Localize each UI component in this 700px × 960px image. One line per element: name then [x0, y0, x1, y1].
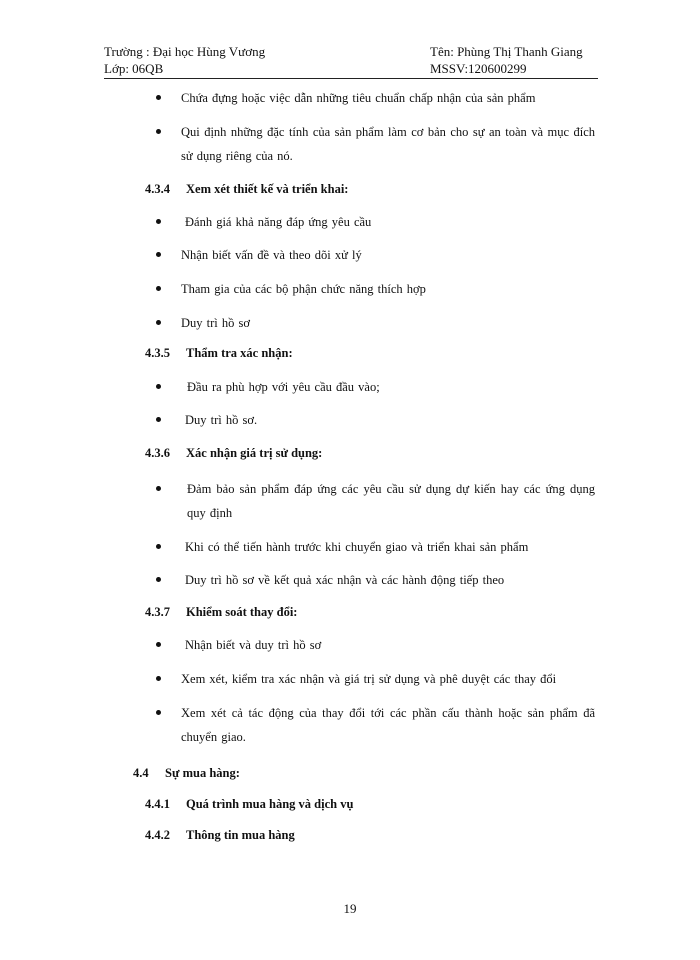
section-title: Thông tin mua hàng	[186, 828, 295, 842]
list-item-text: Đầu ra phù hợp với yêu cầu đầu vào;	[187, 380, 380, 394]
bullet-icon	[156, 320, 161, 325]
section-title: Khiểm soát thay đổi:	[186, 605, 298, 619]
section-number: 4.3.4	[145, 182, 170, 196]
section-number: 4.4	[133, 766, 149, 780]
list-item-text: Đảm bảo sản phẩm đáp ứng các yêu cầu sử dụng dự kiến hay các ứng dụng quy định	[187, 482, 595, 520]
bullet-icon	[156, 95, 161, 100]
bullet-icon	[156, 252, 161, 257]
section-number: 4.3.6	[145, 446, 170, 460]
bullet-icon	[156, 577, 161, 582]
list-item-text: Nhận biết và duy trì hồ sơ	[185, 638, 322, 652]
list-item-text: Đánh giá khả năng đáp ứng yêu cầu	[185, 215, 372, 229]
page-number: 19	[343, 901, 357, 916]
list-item-text: Xem xét, kiểm tra xác nhận và giá trị sử dụng và phê duyệt các thay đổi	[181, 672, 557, 686]
section-number: 4.3.5	[145, 346, 170, 360]
bullet-icon	[156, 129, 161, 134]
header-name: Tên: Phùng Thị Thanh Giang	[430, 44, 583, 59]
header-class: Lớp: 06QB	[104, 61, 164, 76]
list-item-text: Nhận biết vấn đề và theo dõi xử lý	[181, 248, 362, 262]
list-item-text: Duy trì hồ sơ về kết quả xác nhận và các hành động tiếp theo	[185, 573, 505, 587]
list-item-text: Chứa đựng hoặc việc dẫn những tiêu chuẩn chấp nhận của sản phẩm	[181, 91, 536, 105]
bullet-icon	[156, 486, 161, 491]
list-item-text: Duy trì hồ sơ	[181, 316, 250, 330]
section-number: 4.4.1	[145, 797, 170, 811]
list-item-text: Qui định những đặc tính của sản phẩm làm cơ bản cho sự an toàn và mục đích sử dụng riêng của nó.	[181, 125, 595, 163]
list-item-text: Xem xét cả tác động của thay đổi tới các phần cấu thành hoặc sản phẩm đã chuyển giao.	[181, 706, 595, 744]
section-number: 4.3.7	[145, 605, 170, 619]
bullet-icon	[156, 676, 161, 681]
bullet-icon	[156, 710, 161, 715]
list-item-text: Tham gia của các bộ phận chức năng thích hợp	[181, 282, 426, 296]
section-title: Quá trình mua hàng và dịch vụ	[186, 797, 354, 811]
section-title: Xác nhận giá trị sử dụng:	[186, 446, 323, 460]
page-header	[104, 44, 598, 79]
bullet-icon	[156, 219, 161, 224]
list-item-text: Khi có thể tiến hành trước khi chuyển giao và triển khai sản phẩm	[185, 540, 529, 554]
bullet-icon	[156, 384, 161, 389]
bullet-icon	[156, 286, 161, 291]
section-title: Sự mua hàng:	[165, 766, 240, 780]
list-item-text: Duy trì hồ sơ.	[185, 413, 258, 427]
bullet-icon	[156, 642, 161, 647]
header-school: Trường : Đại học Hùng Vương	[104, 44, 266, 59]
section-number: 4.4.2	[145, 828, 170, 842]
bullet-icon	[156, 544, 161, 549]
section-title: Thẩm tra xác nhận:	[186, 346, 293, 360]
section-title: Xem xét thiết kế và triển khai:	[186, 182, 349, 196]
bullet-icon	[156, 417, 161, 422]
header-student-id: MSSV:120600299	[430, 61, 527, 76]
